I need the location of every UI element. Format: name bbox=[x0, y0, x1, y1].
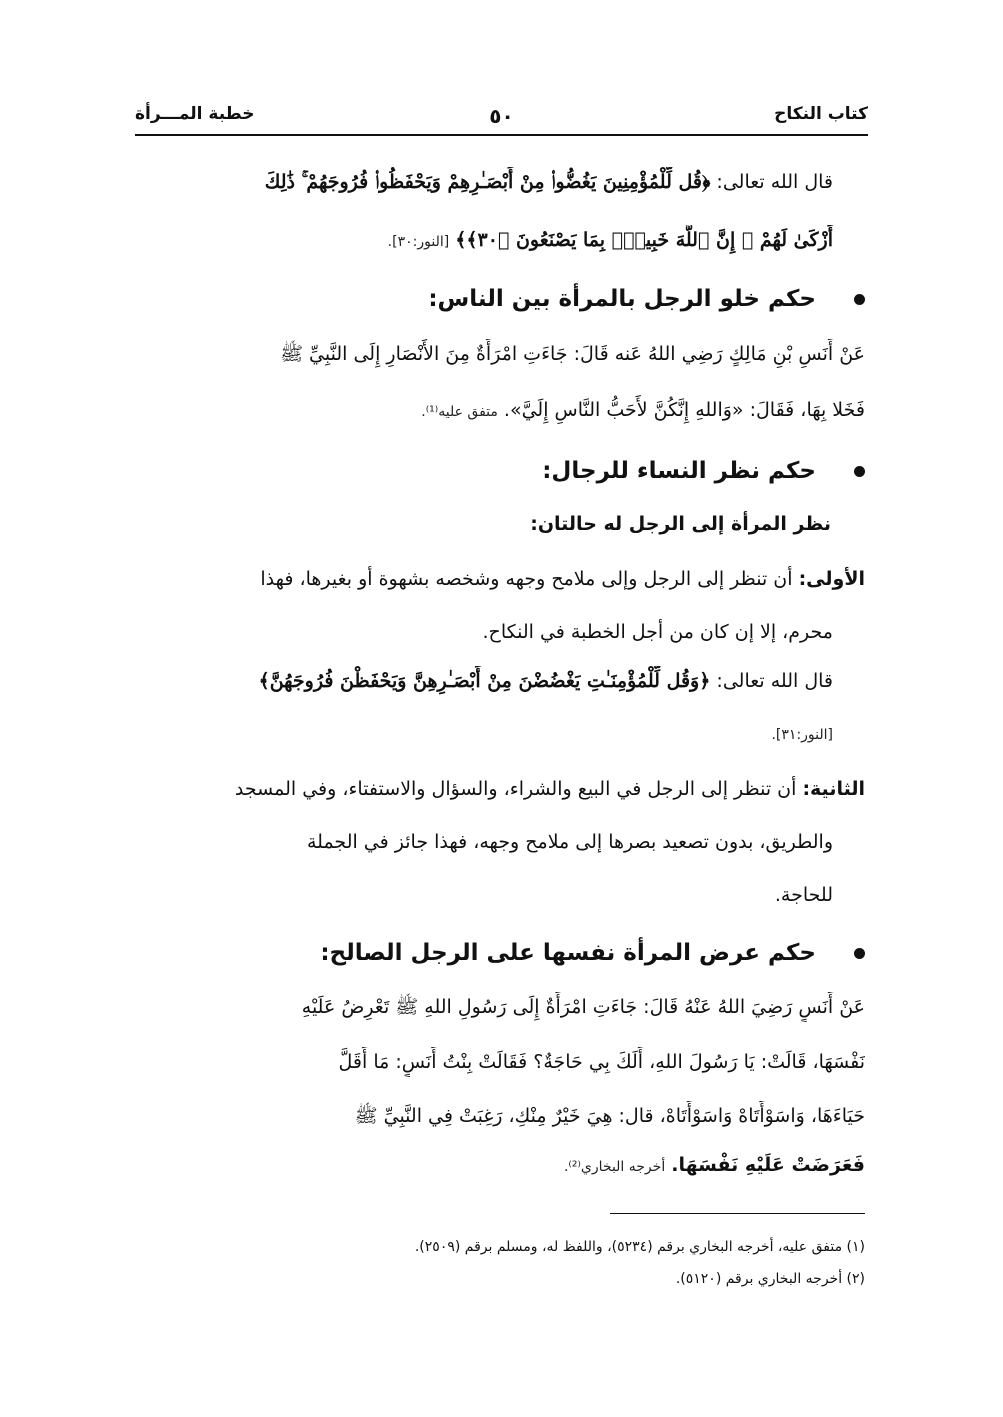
hadith-line: عَنْ أَنَسٍ رَضِيَ اللهُ عَنْهُ قَالَ: جَاءَتِ امْرَأَةٌ إِلَى رَسُولِ اللهِ ﷺ تَعْرِضُ عَلَيْهِ bbox=[301, 996, 865, 1018]
header-book-title: كتاب النكاح bbox=[774, 104, 868, 124]
quran-verse: ﴿وَقُل لِّلْمُؤْمِنَـٰتِ يَغْضُضْنَ مِنْ أَبْصَـٰرِهِنَّ وَيَحْفَظْنَ فُرُوجَهُنَّ﴾ bbox=[258, 670, 711, 692]
verse-line-2 bbox=[138, 225, 833, 257]
hadith-source: متفق عليه⁽¹⁾. bbox=[421, 404, 498, 420]
heading-text: حكم نظر النساء للرجال: bbox=[542, 458, 816, 484]
footnote: (٢) أخرجه البخاري برقم (٥١٢٠). bbox=[675, 1271, 865, 1287]
heading-text: حكم عرض المرأة نفسها على الرجل الصالح: bbox=[320, 940, 816, 966]
paragraph-line: للحاجة. bbox=[774, 884, 833, 906]
paragraph-line bbox=[138, 564, 865, 594]
verse-reference: [النور:٣٠]. bbox=[387, 234, 450, 250]
section-heading bbox=[138, 936, 865, 970]
paragraph-line: محرم، إلا إن كان من أجل الخطبة في النكاح. bbox=[482, 621, 833, 643]
quran-verse: ﴿قُل لِّلْمُؤْمِنِينَ يَغُضُّوا۟ مِنْ أَبْصَـٰرِهِمْ وَيَحْفَظُوا۟ فُرُوجَهُمْ ۚ ذَٰلِكَ bbox=[264, 171, 711, 193]
case-label: الأولى: bbox=[798, 568, 865, 590]
header-chapter-title: خطبة المـــرأة bbox=[135, 104, 255, 124]
hadith-source: أخرجه البخاري⁽²⁾. bbox=[563, 1159, 666, 1175]
hadith-line: عَنْ أَنَسِ بْنِ مَالِكٍ رَضِي اللهُ عَنه قَالَ: جَاءَتِ امْرَأَةٌ مِنَ الأَنْصَارِ إِلَى النَّبِيِّ ﷺ bbox=[280, 343, 865, 365]
bullet-icon bbox=[854, 948, 865, 959]
verse-intro: قال الله تعالى: bbox=[716, 670, 833, 692]
verse-reference-line bbox=[138, 718, 833, 750]
bullet-icon bbox=[854, 294, 865, 305]
bullet-icon bbox=[854, 466, 865, 477]
heading-text: حكم خلو الرجل بالمرأة بين الناس: bbox=[428, 286, 816, 312]
hadith-text: فَعَرَضَتْ عَلَيْهِ نَفْسَهَا. bbox=[671, 1154, 865, 1176]
verse-intro: قال الله تعالى: bbox=[716, 171, 833, 193]
section-heading bbox=[138, 282, 865, 316]
verse-line-1 bbox=[138, 167, 833, 197]
quran-verse: أَزْكَىٰ لَهُمْ ۗ إِنَّ ٱللَّهَ خَبِيرٌۢ بِمَا يَصْنَعُونَ ﴿٣٠﴾﴾ bbox=[455, 229, 833, 251]
paragraph-line: والطريق، بدون تصعيد بصرها إلى ملامح وجهه، فهذا جائز في الجملة bbox=[306, 831, 833, 853]
hadith-text: فَخَلا بِهَا، فَقَالَ: «وَاللهِ إِنَّكُنَّ لأَحَبُّ النَّاسِ إِلَيَّ». bbox=[503, 399, 865, 421]
paragraph-text: أن تنظر إلى الرجل وإلى ملامح وجهه وشخصه بشهوة أو بغيرها، فهذا bbox=[260, 568, 793, 590]
footnote-divider bbox=[610, 1213, 865, 1214]
hadith-line bbox=[138, 395, 865, 427]
footnote: (١) متفق عليه، أخرجه البخاري برقم (٥٢٣٤)، واللفظ له، ومسلم برقم (٢٥٠٩). bbox=[414, 1239, 865, 1255]
page-header bbox=[135, 100, 868, 136]
subheading: نظر المرأة إلى الرجل له حالتان: bbox=[530, 513, 831, 535]
hadith-line: حَيَاءَهَا، وَاسَوْأَتَاهْ وَاسَوْأَتَاهْ، قال: هِيَ خَيْرٌ مِنْكِ، رَغِبَتْ فِي النَّبِيِّ ﷺ bbox=[354, 1105, 865, 1127]
hadith-line bbox=[138, 1150, 865, 1182]
paragraph-line bbox=[138, 774, 865, 804]
case-label: الثانية: bbox=[802, 778, 865, 800]
section-heading bbox=[138, 454, 865, 488]
verse-reference: [النور:٣١]. bbox=[771, 727, 833, 743]
hadith-line: نَفْسَهَا، قَالَتْ: يَا رَسُولَ اللهِ، أَلَكَ بِي حَاجَةٌ؟ فَقَالَتْ بِنْتُ أَنَسٍ: مَا أَقَلَّ bbox=[338, 1051, 865, 1073]
page-number: ٥٠ bbox=[489, 104, 514, 128]
paragraph-text: أن تنظر إلى الرجل في البيع والشراء، والسؤال والاستفتاء، وفي المسجد bbox=[234, 778, 797, 800]
verse-line bbox=[138, 666, 833, 696]
